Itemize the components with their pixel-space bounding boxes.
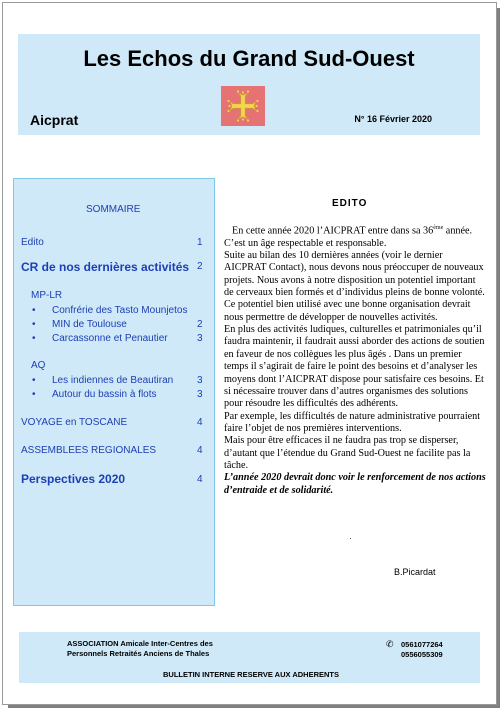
- bulletin-notice: BULLETIN INTERNE RESERVE AUX ADHERENTS: [163, 670, 339, 679]
- edito-text: année. C’est un âge respectable et responsable.: [224, 225, 473, 249]
- toc-page-carcassonne: 3: [197, 333, 203, 344]
- toc-item-assemblees[interactable]: ASSEMBLEES REGIONALES: [21, 445, 157, 456]
- newsletter-title: Les Echos du Grand Sud-Ouest: [83, 46, 415, 71]
- toc-item-cr[interactable]: CR de nos dernières activités: [21, 260, 190, 274]
- toc-item-edito[interactable]: Edito: [21, 237, 44, 248]
- association-name-line1: ASSOCIATION Amicale Inter-Centres des: [67, 639, 213, 648]
- edito-body: [224, 222, 486, 497]
- toc-page-cr: 2: [197, 261, 203, 272]
- toc-item-min-toulouse[interactable]: MIN de Toulouse: [52, 319, 127, 330]
- bullet: •: [32, 389, 36, 400]
- toc-page-edito: 1: [197, 237, 203, 248]
- edito-text: En cette année 2020 l’AICPRAT entre dans sa 36: [232, 225, 434, 237]
- toc-page-bassin-flots: 3: [197, 389, 203, 400]
- bullet: •: [32, 305, 36, 316]
- bullet: •: [32, 333, 36, 344]
- edito-paragraph: [224, 222, 486, 250]
- bullet: •: [32, 375, 36, 386]
- edito-paragraph: Mais pour être efficaces il ne faudra pas trop se disperser, d’autant que l’étendue du Grand Sud-Ouest ne facilite pas la tâche.: [224, 435, 471, 471]
- org-name: Aicprat: [30, 112, 79, 128]
- toc-item-beautiran[interactable]: Les indiennes de Beautiran: [52, 375, 174, 386]
- toc-page-beautiran: 3: [197, 375, 203, 386]
- phone-number-1[interactable]: 0561077264: [401, 640, 443, 649]
- sommaire-title: SOMMAIRE: [86, 204, 141, 215]
- page-shadow-bottom: [8, 705, 500, 708]
- toc-item-bassin-flots[interactable]: Autour du bassin à flots: [52, 389, 157, 400]
- header-banner: [18, 34, 480, 135]
- toc-page-min-toulouse: 2: [197, 319, 203, 330]
- edito-conclusion: L’année 2020 devrait donc voir le renforcement de nos actions d’entraide et de solidarité.: [224, 472, 486, 496]
- stray-dot: ·: [349, 534, 352, 543]
- toc-page-assemblees: 4: [197, 445, 203, 456]
- toc-item-perspectives[interactable]: Perspectives 2020: [21, 472, 126, 486]
- edito-paragraph: En plus des activités ludiques, culturelles et patrimoniales qu’il faudra maintenir, il faudrait aussi aborder des actions de soutien en faveur de nos collègues les plus âgés . Dans un premier temps il s’agirait de faire le point des besoins et d’analyser les moyens dont l’AICPRAT dispose pour satisfaire ces besoins. Et si nécessaire trouver dans d’autres organismes des solutions pour résoudre les difficultés des adhérents.: [224, 324, 485, 410]
- bullet: •: [32, 319, 36, 330]
- toc-page-voyage: 4: [197, 417, 203, 428]
- footer-banner: [19, 632, 480, 683]
- toc-item-carcassonne[interactable]: Carcassonne et Penautier: [52, 333, 168, 344]
- edito-paragraph: Suite au bilan des 10 dernières années (voir le dernier AICPRAT Contact), nous devons nous préoccuper de nouveaux projets. Nous avons à notre disposition un potentiel important de cerveaux bien formés et d’individus pleins de bonne volonté. Ce potentiel bien utilisé avec une bonne organisation devrait nous permettre de développer de nouvelles activités.: [224, 250, 485, 323]
- toc-heading-mplr: MP-LR: [31, 290, 63, 301]
- edito-title: EDITO: [332, 198, 368, 209]
- page-shadow-right: [497, 8, 500, 707]
- edito-paragraph: Par exemple, les difficultés de nature administrative pourraient faire l’objet de nos premières interventions.: [224, 410, 481, 434]
- phone-icon: ✆: [386, 639, 394, 649]
- toc-item-tasto-mounjetos[interactable]: Confrérie des Tasto Mounjetos: [52, 305, 188, 316]
- association-name-line2: Personnels Retraités Anciens de Thales: [67, 649, 210, 658]
- signature: B.Picardat: [394, 567, 436, 577]
- toc-item-voyage-toscane[interactable]: VOYAGE en TOSCANE: [21, 417, 128, 428]
- toc-page-perspectives: 4: [197, 474, 203, 485]
- edito-superscript: ème: [433, 225, 444, 231]
- sommaire-panel: [13, 178, 215, 606]
- occitan-cross-icon: [226, 89, 260, 123]
- occitan-cross-logo: [221, 86, 265, 126]
- issue-number-date: N° 16 Février 2020: [354, 114, 432, 124]
- toc-heading-aq: AQ: [31, 360, 46, 371]
- phone-number-2[interactable]: 0556055309: [401, 650, 443, 659]
